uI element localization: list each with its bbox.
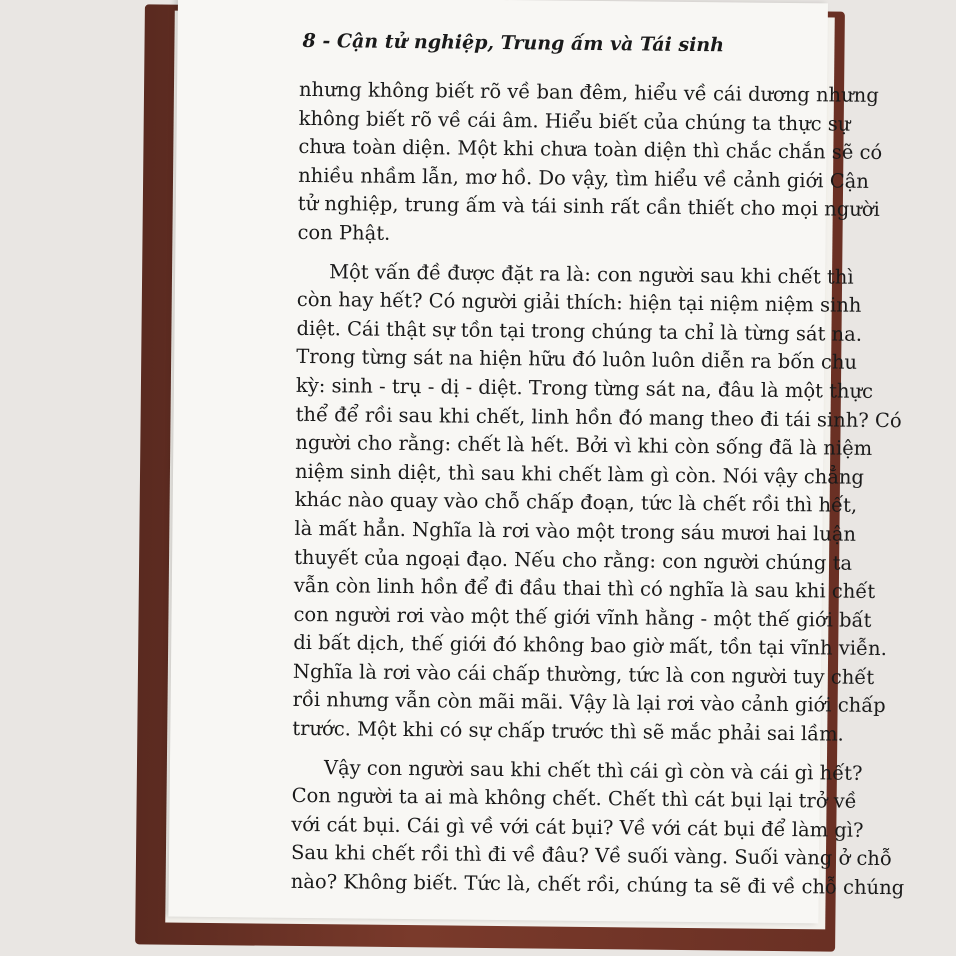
text-line: Sau khi chết rồi thì đi về đâu? Về suối vàng. Suối vàng ở chỗ — [290, 841, 892, 871]
text-line: là mất hẳn. Nghĩa là rơi vào một trong sáu mươi hai luận — [294, 516, 857, 546]
running-header: 8 - Cận tử nghiệp, Trung ấm và Tái sinh — [302, 29, 725, 57]
text-line: nhưng không biết rõ về ban đêm, hiểu về cái dương nhưng — [298, 77, 879, 107]
text-line: rồi nhưng vẫn còn mãi mãi. Vậy là lại rơi vào cảnh giới chấp — [292, 688, 886, 718]
text-line: Vậy con người sau khi chết thì cái gì còn và cái gì hết? — [323, 755, 863, 785]
text-line: thể để rồi sau khi chết, linh hồn đó mang theo đi tái sinh? Có — [295, 402, 902, 432]
text-line: niệm sinh diệt, thì sau khi chết làm gì còn. Nói vậy chẳng — [294, 459, 865, 489]
text-line: trước. Một khi có sự chấp trước thì sẽ mắc phải sai lầm. — [292, 716, 844, 746]
text-line: con người rơi vào một thế giới vĩnh hằng - một thế giới bất — [293, 602, 872, 632]
text-line: người cho rằng: chết là hết. Bởi vì khi còn sống đã là niệm — [295, 430, 873, 461]
text-line: nào? Không biết. Tức là, chết rồi, chúng ta sẽ đi về chỗ chúng — [290, 869, 905, 900]
text-line: nhiều nhầm lẫn, mơ hồ. Do vậy, tìm hiểu về cảnh giới Cận — [298, 163, 869, 193]
text-line: Nghĩa là rơi vào cái chấp thường, tức là con người tuy chết — [292, 659, 875, 689]
text-line: với cát bụi. Cái gì về với cát bụi? Về với cát bụi để làm gì? — [291, 812, 864, 842]
text-line: kỳ: sinh - trụ - dị - diệt. Trong từng sát na, đâu là một thực — [295, 373, 874, 403]
text-line: di bất dịch, thế giới đó không bao giờ mất, tồn tại vĩnh viễn. — [293, 631, 887, 661]
text-line: tử nghiệp, trung ấm và tái sinh rất cần thiết cho mọi người — [297, 192, 880, 222]
text-line: con Phật. — [297, 220, 391, 245]
text-line: khác nào quay vào chỗ chấp đoạn, tức là chết rồi thì hết, — [294, 488, 858, 518]
text-line: Con người ta ai mà không chết. Chết thì cát bụi lại trở về — [291, 784, 857, 813]
text-line: diệt. Cái thật sự tồn tại trong chúng ta chỉ là từng sát na. — [296, 316, 863, 346]
text-line: vẫn còn linh hồn để đi đầu thai thì có nghĩa là sau khi chết — [293, 573, 876, 604]
text-line: Trong từng sát na hiện hữu đó luôn luôn diễn ra bốn chu — [296, 345, 858, 375]
body-text — [290, 76, 905, 902]
text-line: không biết rõ về cái âm. Hiểu biết của chúng ta thực sự — [298, 106, 851, 136]
text-line: chưa toàn diện. Một khi chưa toàn diện thì chắc chắn sẽ có — [298, 135, 883, 165]
text-line: Một vấn đề được đặt ra là: con người sau khi chết thì — [329, 259, 854, 289]
book-page — [168, 0, 905, 923]
text-line: còn hay hết? Có người giải thích: hiện tại niệm niệm sinh — [296, 288, 862, 317]
text-line: thuyết của ngoại đạo. Nếu cho rằng: con người chúng ta — [294, 545, 853, 575]
